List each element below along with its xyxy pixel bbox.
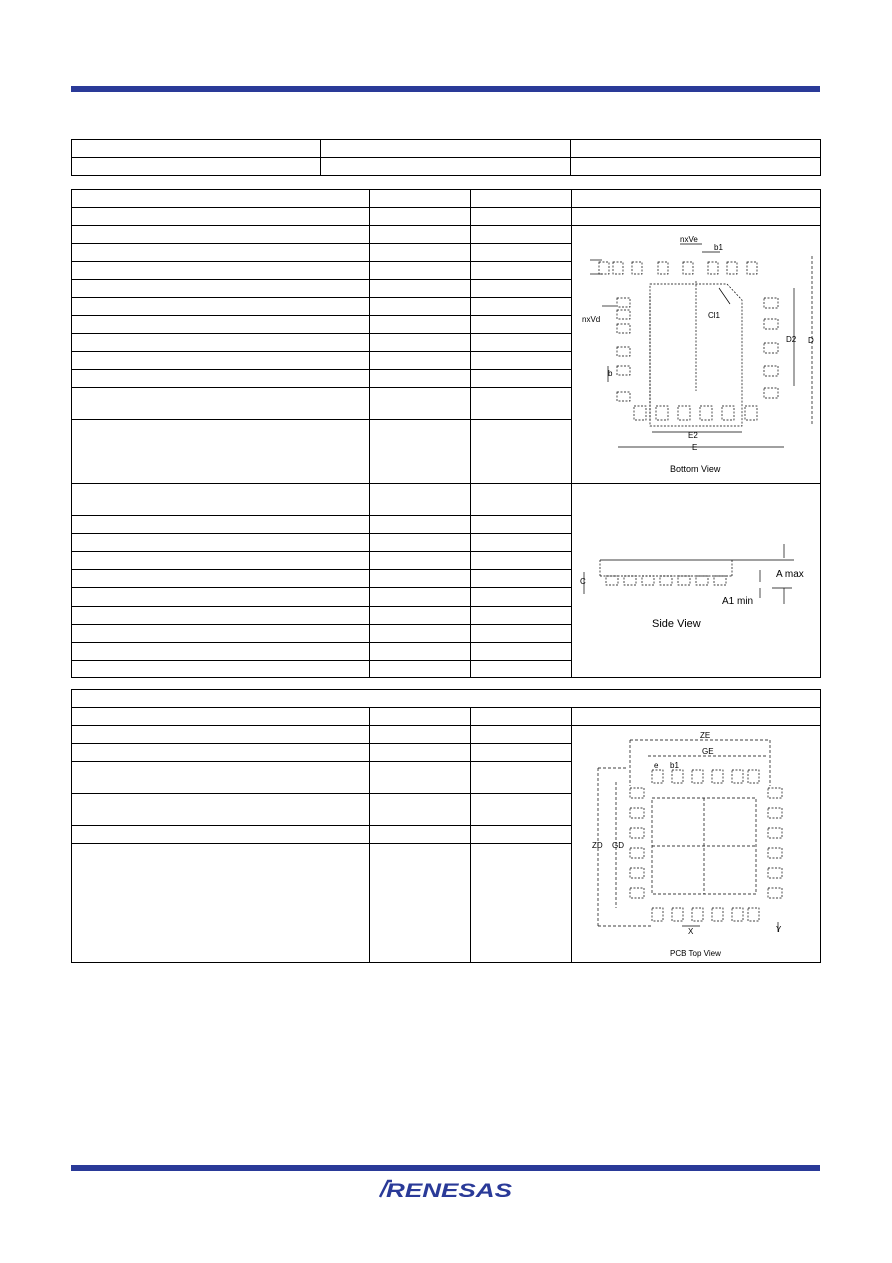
svg-text:C: C bbox=[580, 577, 586, 586]
cell bbox=[471, 588, 572, 606]
cell bbox=[370, 826, 471, 844]
cell bbox=[471, 660, 572, 677]
header-cell bbox=[471, 190, 572, 208]
footer-rule bbox=[71, 1165, 820, 1171]
cell bbox=[370, 388, 471, 420]
cell bbox=[72, 316, 370, 334]
svg-text:ZE: ZE bbox=[700, 731, 711, 740]
header-cell bbox=[572, 708, 821, 726]
cell bbox=[370, 516, 471, 534]
cell bbox=[72, 280, 370, 298]
cell bbox=[72, 516, 370, 534]
cell bbox=[471, 570, 572, 588]
svg-text:GD: GD bbox=[612, 841, 624, 850]
cell bbox=[321, 158, 571, 176]
cell bbox=[572, 208, 821, 226]
cell bbox=[471, 316, 572, 334]
cell bbox=[370, 794, 471, 826]
svg-text:A1 min: A1 min bbox=[722, 596, 754, 607]
cell bbox=[72, 208, 370, 226]
cell bbox=[471, 208, 572, 226]
cell bbox=[370, 316, 471, 334]
cell bbox=[72, 552, 370, 570]
svg-text:D: D bbox=[808, 336, 814, 345]
pcb-footprint-table bbox=[71, 689, 821, 963]
cell bbox=[72, 534, 370, 552]
cell bbox=[471, 744, 572, 762]
cell bbox=[471, 606, 572, 624]
cell bbox=[471, 226, 572, 244]
bottom-view-caption: Bottom View bbox=[670, 464, 721, 474]
cell bbox=[72, 570, 370, 588]
cell bbox=[370, 334, 471, 352]
cell bbox=[471, 334, 572, 352]
cell bbox=[370, 484, 471, 516]
cell bbox=[471, 262, 572, 280]
svg-text:nxVd: nxVd bbox=[582, 315, 601, 324]
cell bbox=[471, 420, 572, 484]
cell bbox=[370, 606, 471, 624]
cell bbox=[370, 844, 471, 963]
cell bbox=[370, 660, 471, 677]
cell bbox=[370, 420, 471, 484]
cell bbox=[72, 606, 370, 624]
cell bbox=[471, 624, 572, 642]
header-cell bbox=[471, 708, 572, 726]
cell bbox=[571, 158, 821, 176]
cell bbox=[471, 298, 572, 316]
cell bbox=[72, 826, 370, 844]
cell bbox=[72, 726, 370, 744]
pcb-top-view-figure bbox=[572, 726, 821, 963]
svg-text:X: X bbox=[688, 927, 694, 936]
cell bbox=[471, 280, 572, 298]
cell bbox=[370, 624, 471, 642]
cell bbox=[72, 334, 370, 352]
header-cell bbox=[72, 190, 370, 208]
cell bbox=[72, 484, 370, 516]
cell bbox=[471, 844, 572, 963]
cell bbox=[370, 262, 471, 280]
svg-text:b1: b1 bbox=[670, 761, 679, 770]
cell bbox=[370, 762, 471, 794]
cell bbox=[471, 388, 572, 420]
cell bbox=[370, 298, 471, 316]
cell bbox=[370, 370, 471, 388]
svg-text:E2: E2 bbox=[688, 431, 698, 440]
cell bbox=[72, 298, 370, 316]
package-info-table bbox=[71, 139, 821, 176]
cell bbox=[370, 280, 471, 298]
cell bbox=[72, 642, 370, 660]
svg-text:b1: b1 bbox=[714, 243, 723, 252]
svg-text:b: b bbox=[608, 369, 613, 378]
cell bbox=[370, 352, 471, 370]
cell bbox=[72, 352, 370, 370]
cell bbox=[471, 726, 572, 744]
cell bbox=[471, 826, 572, 844]
cell bbox=[471, 516, 572, 534]
cell bbox=[471, 352, 572, 370]
side-view-caption: Side View bbox=[652, 618, 701, 630]
cell bbox=[72, 420, 370, 484]
header-cell bbox=[370, 190, 471, 208]
cell bbox=[471, 244, 572, 262]
cell bbox=[471, 534, 572, 552]
cell bbox=[72, 660, 370, 677]
cell bbox=[370, 744, 471, 762]
bottom-view-figure bbox=[572, 226, 821, 484]
cell bbox=[72, 262, 370, 280]
svg-text:nxVe: nxVe bbox=[680, 235, 698, 244]
cell bbox=[72, 762, 370, 794]
cell bbox=[72, 744, 370, 762]
cell bbox=[370, 244, 471, 262]
section-title-cell bbox=[72, 690, 821, 708]
cell bbox=[370, 208, 471, 226]
cell bbox=[471, 794, 572, 826]
svg-text:Y: Y bbox=[776, 925, 782, 934]
cell bbox=[471, 762, 572, 794]
cell bbox=[72, 388, 370, 420]
cell bbox=[471, 642, 572, 660]
cell bbox=[370, 534, 471, 552]
cell bbox=[471, 552, 572, 570]
svg-text:e: e bbox=[654, 761, 659, 770]
cell bbox=[370, 570, 471, 588]
header-rule bbox=[71, 86, 820, 92]
logo-text: RENESAS bbox=[386, 1181, 513, 1201]
cell bbox=[72, 370, 370, 388]
cell bbox=[370, 642, 471, 660]
cell bbox=[72, 588, 370, 606]
header-cell bbox=[370, 708, 471, 726]
side-view-figure bbox=[572, 484, 821, 678]
package-dimensions-table bbox=[71, 189, 821, 678]
cell bbox=[321, 140, 571, 158]
cell bbox=[370, 726, 471, 744]
header-cell bbox=[572, 190, 821, 208]
svg-text:ZD: ZD bbox=[592, 841, 603, 850]
svg-text:Cl1: Cl1 bbox=[708, 311, 721, 320]
cell bbox=[571, 140, 821, 158]
cell bbox=[72, 844, 370, 963]
cell bbox=[72, 244, 370, 262]
header-cell bbox=[72, 708, 370, 726]
renesas-logo bbox=[378, 1177, 514, 1201]
svg-text:E: E bbox=[692, 443, 698, 452]
cell bbox=[72, 624, 370, 642]
svg-text:GE: GE bbox=[702, 747, 714, 756]
svg-text:D2: D2 bbox=[786, 335, 797, 344]
cell bbox=[370, 588, 471, 606]
cell bbox=[471, 484, 572, 516]
cell bbox=[72, 140, 321, 158]
cell bbox=[370, 226, 471, 244]
cell bbox=[471, 370, 572, 388]
cell bbox=[72, 226, 370, 244]
pcb-top-view-caption: PCB Top View bbox=[670, 949, 721, 958]
cell bbox=[370, 552, 471, 570]
cell bbox=[72, 158, 321, 176]
svg-text:A max: A max bbox=[776, 569, 804, 580]
cell bbox=[72, 794, 370, 826]
